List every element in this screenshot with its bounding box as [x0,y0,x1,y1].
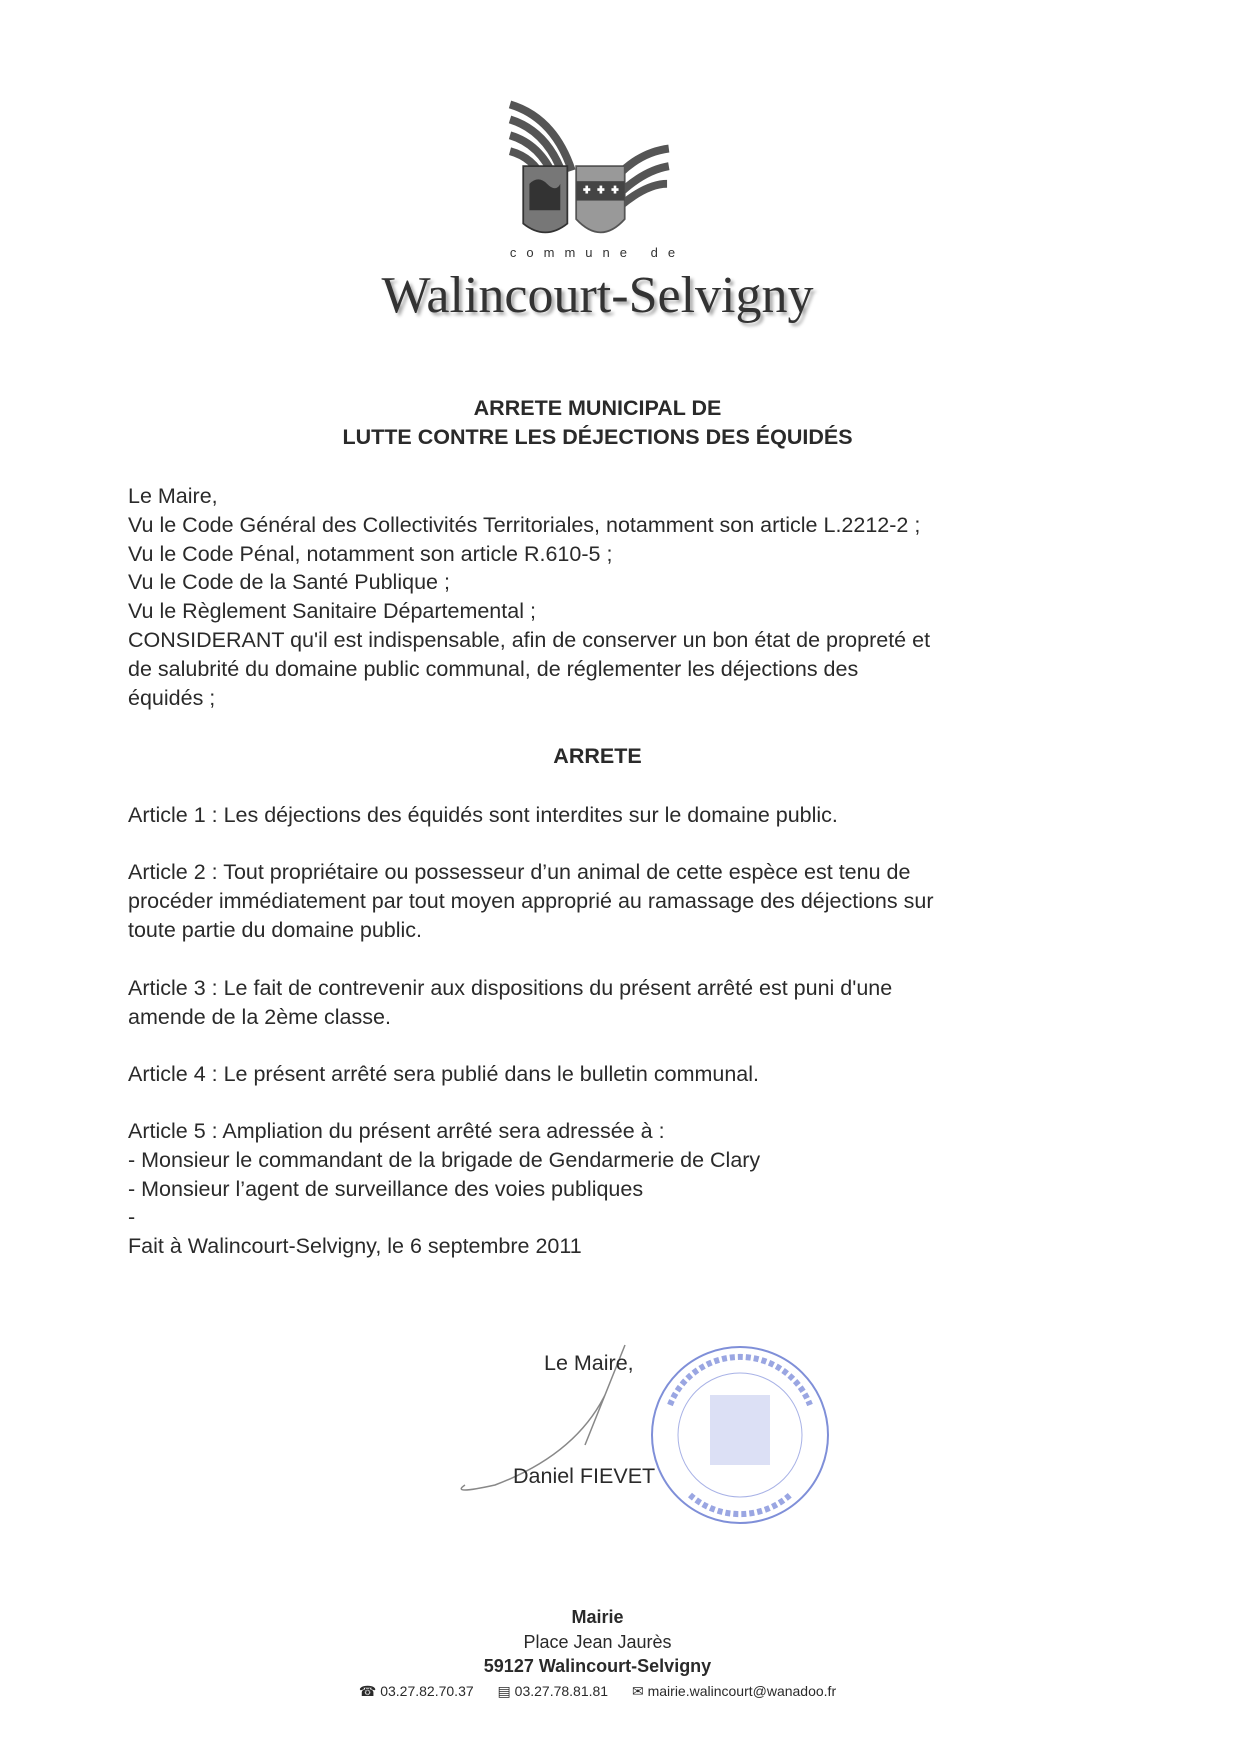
footer-city: 59127 Walincourt-Selvigny [483,1656,712,1676]
preamble-line: Le Maire, [128,484,218,508]
phone-number: 03.27.82.70.37 [380,1683,474,1699]
article-line: - Monsieur l’agent de surveillance des voies publiques [128,1176,644,1201]
footer-heading: Mairie [571,1607,624,1627]
preamble-line: équidés ; [128,685,216,710]
article-1 [128,801,838,830]
article-line: toute partie du domaine public. [128,917,423,942]
footer-contact [0,1681,1195,1701]
article-line: - Monsieur le commandant de la brigade de Gendarmerie de Clary [128,1147,761,1172]
article-line: procéder immédiatement par tout moyen approprié au ramassage des déjections sur [128,888,934,913]
town-coat-of-arms-logo [470,100,700,250]
article-4 [128,1060,759,1089]
article-line: Article 3 : Le fait de contrevenir aux dispositions du présent arrêté est puni d'une [128,976,893,1000]
preamble-line: de salubrité du domaine public communal, de réglementer les déjections des [128,656,859,681]
article-line: amende de la 2ème classe. [128,1004,391,1029]
article-line: Article 1 : Les déjections des équidés sont interdites sur le domaine public. [128,803,838,827]
article-line: Article 5 : Ampliation du présent arrêté sera adressée à : [128,1119,665,1143]
preamble-line: Vu le Code Général des Collectivités Territoriales, notamment son article L.2212-2 ; [128,512,921,537]
signatory-name: Daniel FIEVET [513,1464,656,1488]
date-line: Fait à Walincourt-Selvigny, le 6 septembre 2011 [128,1234,582,1259]
article-line: - [128,1205,136,1230]
document-title-line2: LUTTE CONTRE LES DÉJECTIONS DES ÉQUIDÉS [342,425,853,449]
document-title-line1: ARRETE MUNICIPAL DE [473,396,722,420]
fax-icon: ▤ [497,1683,511,1699]
commune-label: commune de [509,245,686,260]
article-line: Article 2 : Tout propriétaire ou possesseur d’un animal de cette espèce est tenu de [128,860,911,884]
fax-number: 03.27.78.81.81 [514,1683,609,1699]
town-name-logo: Walincourt-Selvigny [381,267,814,324]
preamble [128,482,930,712]
article-line: Article 4 : Le présent arrêté sera publié dans le bulletin communal. [128,1062,760,1086]
preamble-line: CONSIDERANT qu'il est indispensable, afin de conserver un bon état de propreté et [128,627,931,652]
preamble-line: Vu le Règlement Sanitaire Départemental ; [128,599,536,624]
official-stamp [640,1335,840,1535]
article-3 [128,974,892,1032]
email-address[interactable]: mairie.walincourt@wanadoo.fr [647,1683,837,1699]
signature-role: Le Maire, [544,1351,634,1375]
preamble-line: Vu le Code Pénal, notamment son article R.610-5 ; [128,541,613,566]
phone-icon: ☎ [358,1683,377,1699]
email-icon: ✉ [631,1683,644,1699]
preamble-line: Vu le Code de la Santé Publique ; [128,570,450,595]
article-5 [128,1117,760,1261]
footer-street: Place Jean Jaurès [523,1632,672,1652]
decision-heading: ARRETE [553,744,642,768]
article-2 [128,858,933,944]
